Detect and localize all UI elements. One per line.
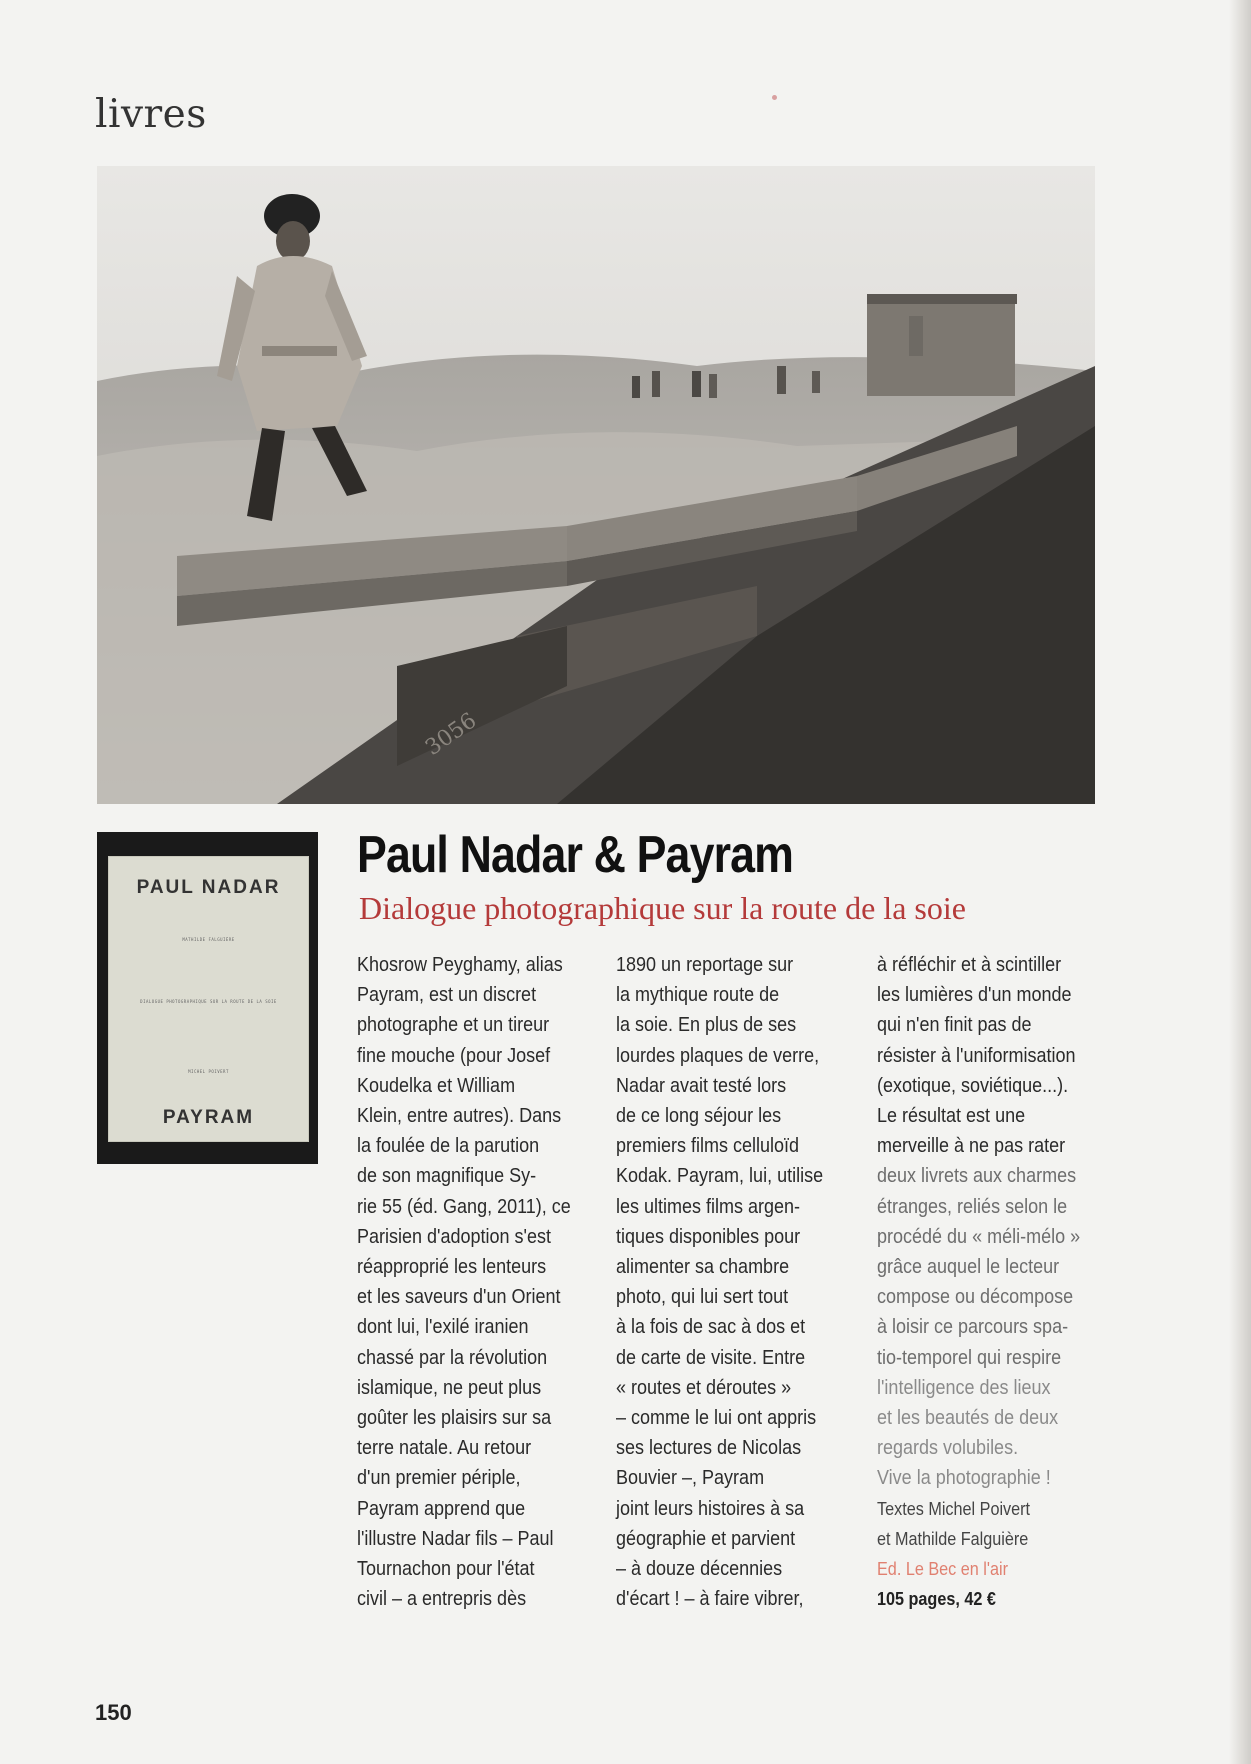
text-line: terre natale. Au retour (357, 1437, 532, 1460)
text-line: d'un premier périple, (357, 1467, 521, 1490)
article-headline: Paul Nadar & Payram (357, 826, 794, 884)
text-line: de ce long séjour les (616, 1105, 782, 1128)
text-line: Le résultat est une (877, 1105, 1026, 1128)
text-line: joint leurs histoires à sa (616, 1497, 805, 1520)
text-column-3 (877, 950, 1103, 1614)
text-line: et les beautés de deux (877, 1407, 1059, 1430)
text-line: étranges, reliés selon le (877, 1195, 1068, 1218)
text-line: civil – a entrepris dès (357, 1588, 527, 1611)
text-line: photographe et un tireur (357, 1014, 550, 1037)
text-line: ses lectures de Nicolas (616, 1437, 802, 1460)
text-line: à la fois de sac à dos et (616, 1316, 806, 1339)
publisher-name: Ed. Le Bec en l'air (877, 1559, 1008, 1580)
text-line: procédé du « méli-mélo » (877, 1225, 1081, 1248)
credit-authors: et Mathilde Falguière (877, 1528, 1029, 1549)
text-line: dont lui, l'exilé iranien (357, 1316, 529, 1339)
text-line: la mythique route de (616, 984, 780, 1007)
text-line: Nadar avait testé lors (616, 1074, 787, 1097)
text-line: (exotique, soviétique...). (877, 1074, 1069, 1097)
text-column-1 (357, 950, 595, 1614)
text-line: – à douze décennies (616, 1558, 783, 1581)
text-line: qui n'en finit pas de (877, 1014, 1032, 1037)
text-line: Kodak. Payram, lui, utilise (616, 1165, 824, 1188)
text-line: Khosrow Peyghamy, alias (357, 954, 563, 976)
main-photograph (97, 166, 1095, 804)
cover-title: PAYRAM (162, 1107, 255, 1128)
text-line: et les saveurs d'un Orient (357, 1286, 561, 1309)
text-line: Bouvier –, Payram (616, 1467, 765, 1490)
text-line: d'écart ! – à faire vibrer, (616, 1588, 804, 1611)
cover-small-line: MATHILDE FALGUIÈRE (182, 937, 235, 942)
text-line: compose ou décompose (877, 1286, 1074, 1309)
text-line: – comme le lui ont appris (616, 1407, 817, 1430)
wagon-number: 3056 (421, 708, 482, 761)
text-line: la foulée de la parution (357, 1135, 540, 1158)
text-line: premiers films celluloïd (616, 1135, 800, 1158)
text-line: de carte de visite. Entre (616, 1346, 806, 1369)
book-cover-panel (108, 856, 309, 1142)
text-line: photo, qui lui sert tout (616, 1286, 789, 1309)
text-line: tiques disponibles pour (616, 1225, 801, 1248)
text-line: l'intelligence des lieux (877, 1376, 1051, 1399)
page-edge (1229, 0, 1251, 1764)
credit-authors: Textes Michel Poivert (877, 1498, 1031, 1519)
text-line: grâce auquel le lecteur (877, 1256, 1060, 1279)
text-line: la soie. En plus de ses (616, 1014, 797, 1037)
text-line: géographie et parvient (616, 1527, 796, 1550)
book-cover (97, 832, 318, 1164)
text-line: Tournachon pour l'état (357, 1558, 535, 1581)
text-line: les ultimes films argen- (616, 1195, 801, 1218)
text-line: Payram apprend que (357, 1497, 526, 1520)
text-line: 1890 un reportage sur (616, 954, 794, 976)
text-line: alimenter sa chambre (616, 1256, 790, 1279)
print-mark (772, 95, 777, 100)
text-line: Klein, entre autres). Dans (357, 1105, 562, 1128)
section-label: livres (95, 92, 207, 137)
text-line: Payram, est un discret (357, 984, 537, 1007)
text-line: résister à l'uniformisation (877, 1044, 1076, 1067)
article-subheading: Dialogue photographique sur la route de la soie (359, 890, 966, 926)
text-line: chassé par la révolution (357, 1346, 548, 1369)
text-line: à réfléchir et à scintiller (877, 954, 1062, 976)
text-line: Koudelka et William (357, 1074, 516, 1097)
text-line: fine mouche (pour Josef (357, 1044, 551, 1067)
cover-small-line: DIALOGUE PHOTOGRAPHIQUE SUR LA ROUTE DE LA SOIE (140, 999, 277, 1004)
page-number: 150 (95, 1700, 132, 1725)
cover-small-line: MICHEL POIVERT (188, 1069, 229, 1074)
text-line: à loisir ce parcours spa- (877, 1316, 1069, 1339)
text-line: « routes et déroutes » (616, 1376, 792, 1399)
text-line: regards volubiles. (877, 1437, 1019, 1460)
text-line: Vive la photographie ! (877, 1467, 1051, 1490)
text-line: goûter les plaisirs sur sa (357, 1407, 552, 1430)
text-line: Parisien d'adoption s'est (357, 1225, 551, 1248)
text-line: rie 55 (éd. Gang, 2011), ce (357, 1195, 571, 1218)
text-line: merveille à ne pas rater (877, 1135, 1066, 1158)
text-line: les lumières d'un monde (877, 984, 1072, 1007)
text-line: deux livrets aux charmes (877, 1165, 1077, 1188)
text-line: islamique, ne peut plus (357, 1376, 542, 1399)
text-line: l'illustre Nadar fils – Paul (357, 1527, 554, 1550)
text-line: réapproprié les lenteurs (357, 1256, 547, 1279)
text-line: de son magnifique Sy- (357, 1165, 537, 1188)
cover-author: PAUL NADAR (136, 877, 281, 898)
pages-price: 105 pages, 42 € (877, 1589, 996, 1610)
text-column-2 (616, 950, 846, 1614)
text-line: tio-temporel qui respire (877, 1346, 1062, 1369)
text-line: lourdes plaques de verre, (616, 1044, 820, 1067)
